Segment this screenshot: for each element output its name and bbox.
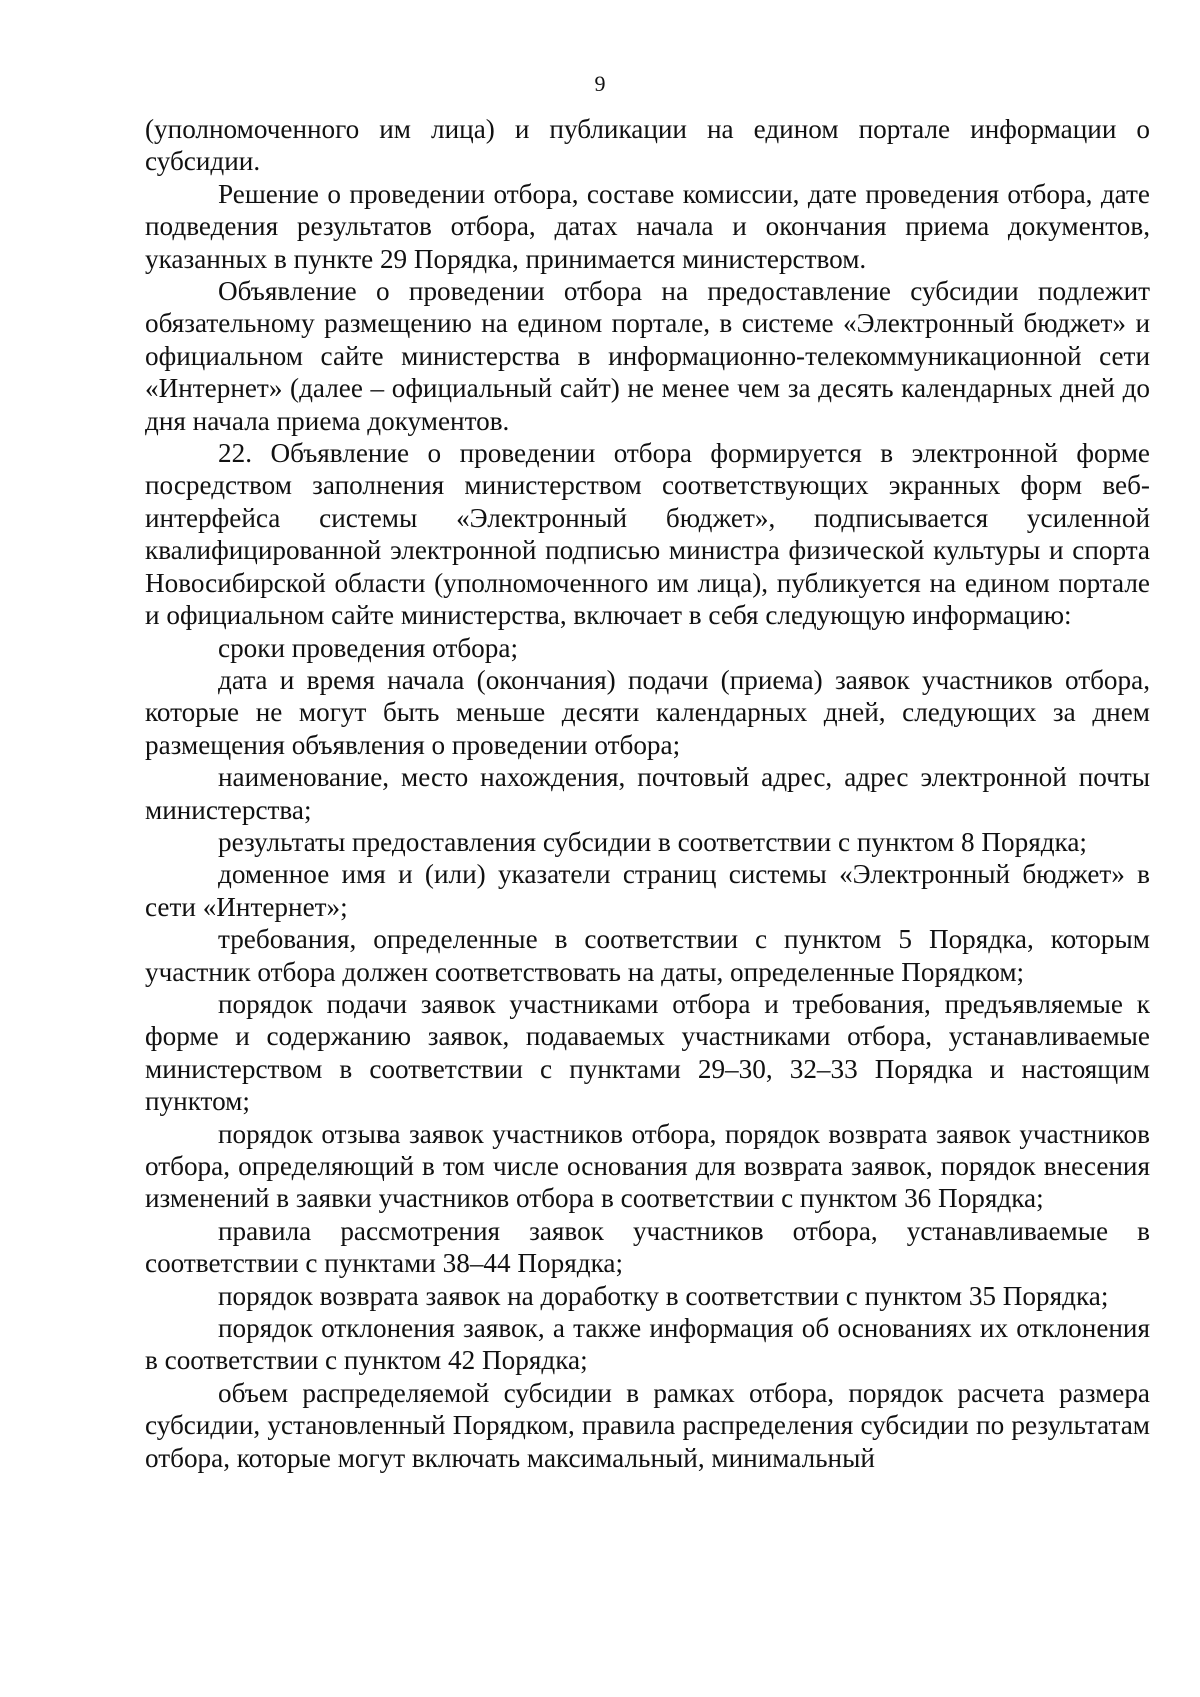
document-body [145, 113, 1150, 1474]
list-item: порядок подачи заявок участниками отбора и требования, предъявляемые к форме и содержанию заявок, подаваемых участниками отбора, устанавливаемые министерством в соответствии с пунктами 29–30, 32–33 Порядка и настоящим пунктом; [145, 988, 1150, 1117]
paragraph: (уполномоченного им лица) и публикации на едином портале информации о субсидии. [145, 114, 1150, 177]
list-item: сроки проведения отбора; [218, 632, 518, 663]
paragraph: 22. Объявление о проведении отбора формируется в электронной форме посредством заполнения министерством соответствующих экранных форм веб-интерфейса системы «Электронный бюджет», подписывается усиленной квалифицированной электронной подписью министра физической культуры и спорта Новосибирской области (уполномоченного им лица), публикуется на едином портале и официальном сайте министерства, включает в себя следующую информацию: [145, 438, 1150, 631]
list-item: правила рассмотрения заявок участников отбора, устанавливаемые в соответствии с пунктами 38–44 Порядка; [145, 1215, 1150, 1279]
list-item: порядок возврата заявок на доработку в соответствии с пунктом 35 Порядка; [218, 1280, 1109, 1311]
list-item: порядок отклонения заявок, а также информация об основаниях их отклонения в соответствии с пунктом 42 Порядка; [145, 1313, 1150, 1376]
list-item: дата и время начала (окончания) подачи (приема) заявок участников отбора, которые не могут быть меньше десяти календарных дней, следующих за днем размещения объявления о проведении отбора; [145, 664, 1150, 760]
list-item: доменное имя и (или) указатели страниц системы «Электронный бюджет» в сети «Интернет»; [145, 859, 1150, 922]
list-item: наименование, место нахождения, почтовый адрес, адрес электронной почты министерства; [145, 762, 1150, 825]
list-item: порядок отзыва заявок участников отбора, порядок возврата заявок участников отбора, определяющий в том числе основания для возврата заявок, порядок внесения изменений в заявки участников отбора в соответствии с пунктом 36 Порядка; [145, 1118, 1150, 1214]
paragraph: Объявление о проведении отбора на предоставление субсидии подлежит обязательному размещению на едином портале, в системе «Электронный бюджет» и официальном сайте министерства в информационно-телекоммуникационной сети «Интернет» (далее – официальный сайт) не менее чем за десять календарных дней до дня начала приема документов. [145, 276, 1150, 436]
list-item: объем распределяемой субсидии в рамках отбора, порядок расчета размера субсидии, установленный Порядком, правила распределения субсидии по результатам отбора, которые могут включать максимальный, минимальный [145, 1377, 1150, 1473]
list-item: результаты предоставления субсидии в соответствии с пунктом 8 Порядка; [218, 826, 1087, 857]
page-number: 9 [594, 71, 606, 96]
list-item: требования, определенные в соответствии с пунктом 5 Порядка, которым участник отбора должен соответствовать на даты, определенные Порядком; [145, 924, 1150, 987]
paragraph: Решение о проведении отбора, составе комиссии, дате проведения отбора, дате подведения результатов отбора, датах начала и окончания приема документов, указанных в пункте 29 Порядка, принимается министерством. [145, 178, 1150, 274]
